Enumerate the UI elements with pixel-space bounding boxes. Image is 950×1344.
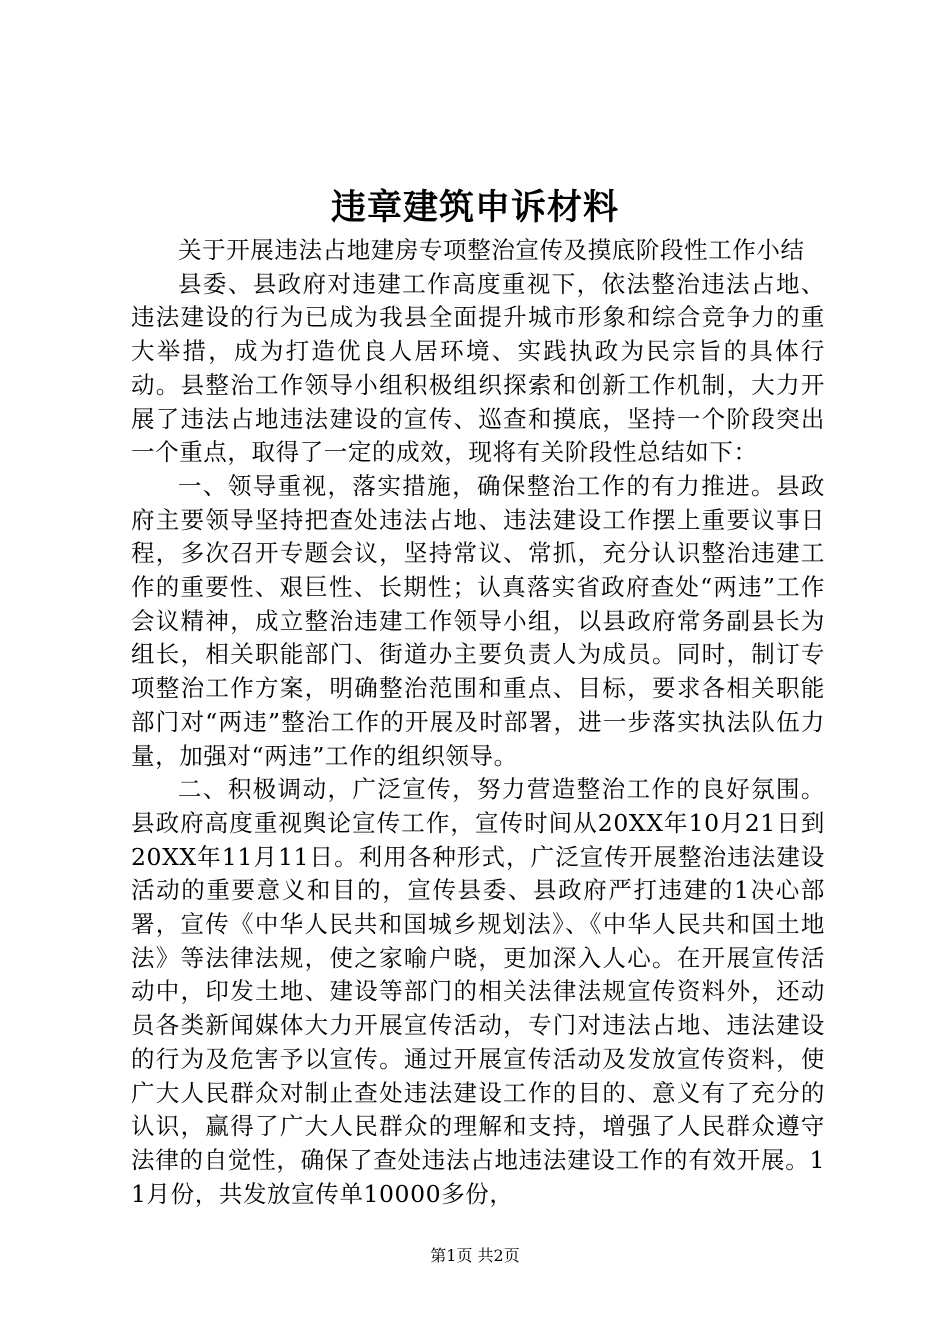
paragraph-intro: 县委、县政府对违建工作高度重视下，依法整治违法占地、违法建设的行为已成为我县全面提升城市形象和综合竞争力的重大举措，成为打造优良人居环境、实践执政为民宗旨的具体行动。县整治工作领导小组积极组织探索和创新工作机制，大力开展了违法占地违法建设的宣传、巡查和摸底，坚持一个阶段突出一个重点，取得了一定的成效，现将有关阶段性总结如下： — [131, 269, 825, 467]
paragraph-subtitle: 关于开展违法占地建房专项整治宣传及摸底阶段性工作小结 — [178, 236, 805, 264]
document-body — [131, 234, 825, 1211]
page-number-footer: 第1页 共2页 — [430, 1246, 520, 1265]
paragraph-section-two: 二、积极调动，广泛宣传，努力营造整治工作的良好氛围。县政府高度重视舆论宣传工作，宣传时间从20XX年10月21日到20XX年11月11日。利用各种形式，广泛宣传开展整治违法建设活动的重要意义和目的，宣传县委、县政府严打违建的1决心部署，宣传《中华人民共和国城乡规划法》、《中华人民共和国土地法》等法律法规，使之家喻户晓，更加深入人心。在开展宣传活动中，印发土地、建设等部门的相关法律法规宣传资料外，还动员各类新闻媒体大力开展宣传活动，专门对违法占地、违法建设的行为及危害予以宣传。通过开展宣传活动及发放宣传资料，使广大人民群众对制止查处违法建设工作的目的、意义有了充分的认识，赢得了广大人民群众的理解和支持，增强了人民群众遵守法律的自觉性，确保了查处违法占地违法建设工作的有效开展。11月份，共发放宣传单10000多份， — [131, 775, 825, 1208]
paragraph-section-one: 一、领导重视，落实措施，确保整治工作的有力推进。县政府主要领导坚持把查处违法占地、违法建设工作摆上重要议事日程，多次召开专题会议，坚持常议、常抓，充分认识整治违建工作的重要性、艰巨性、长期性；认真落实省政府查处“两违”工作会议精神，成立整治违建工作领导小组，以县政府常务副县长为组长，相关职能部门、街道办主要负责人为成员。同时，制订专项整治工作方案，明确整治范围和重点、目标，要求各相关职能部门对“两违”整治工作的开展及时部署，进一步落实执法队伍力量，加强对“两违”工作的组织领导。 — [131, 471, 825, 770]
document-title: 违章建筑申诉材料 — [330, 188, 619, 228]
